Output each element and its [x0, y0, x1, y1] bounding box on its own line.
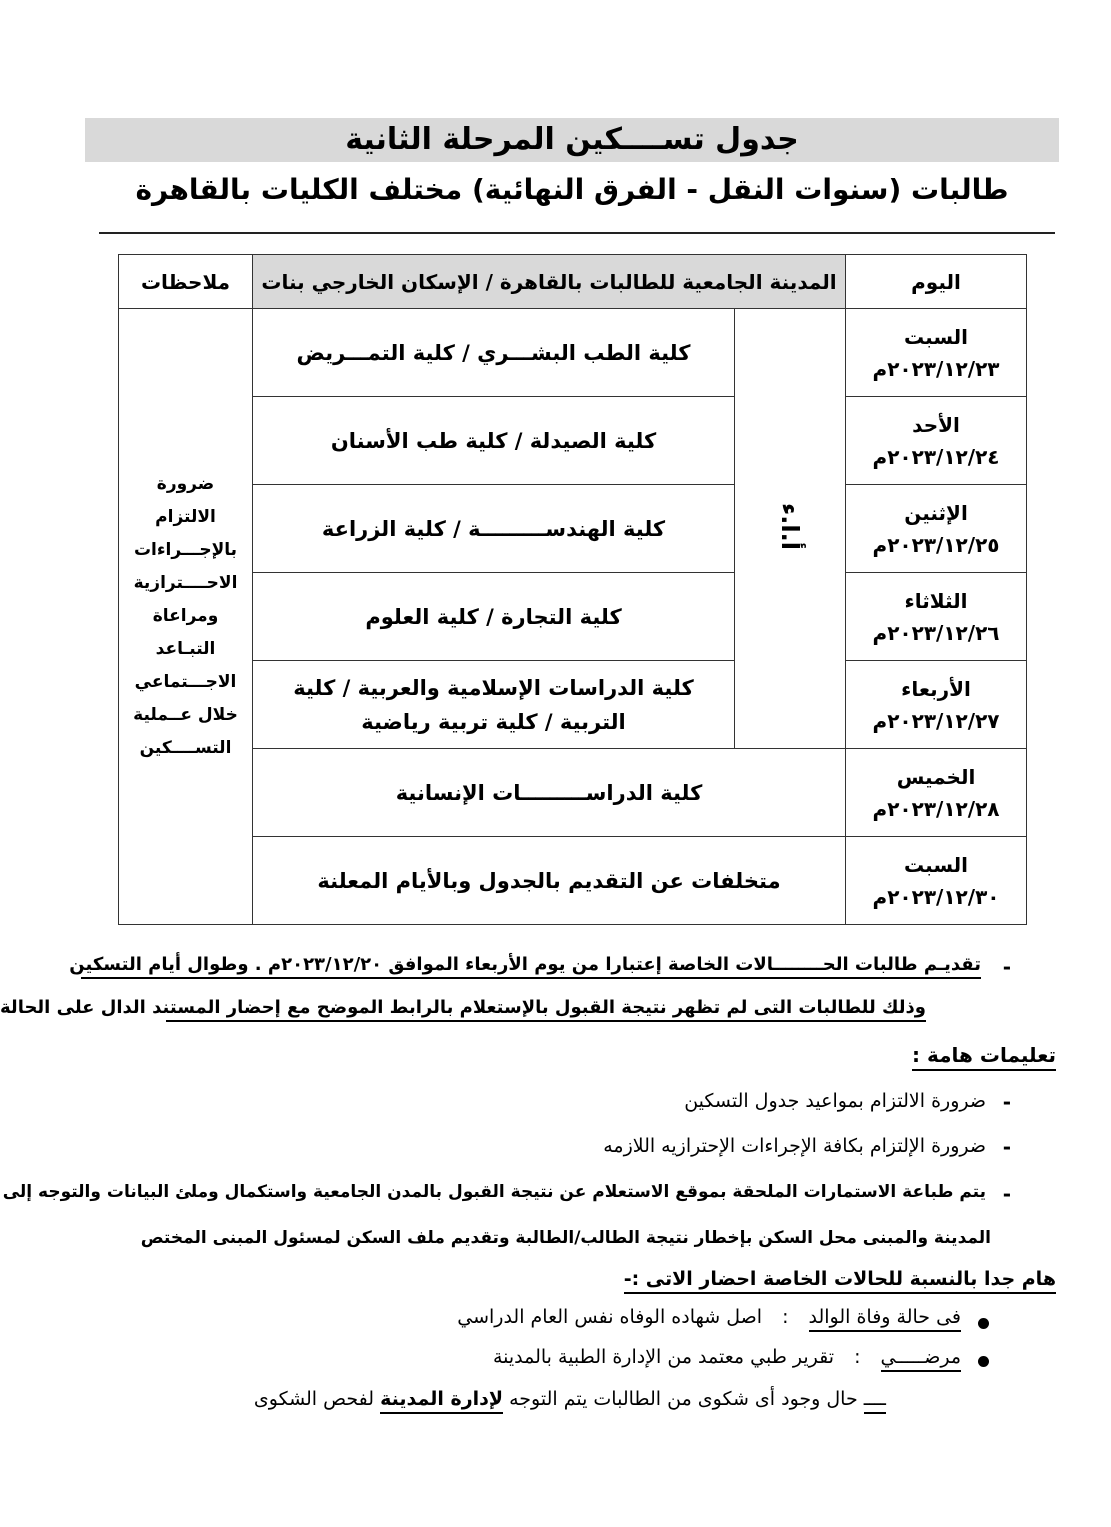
notes-line: الاجـــتماعي — [134, 672, 237, 692]
dash-marker: - — [1002, 1182, 1011, 1206]
instruction-item: يتم طباعة الاستمارات الملحقة بموقع الاستعلام عن نتيجة القبول بالمدن الجامعية واستكمال وملئ البيانات والتوجه إلى — [2, 1182, 986, 1202]
case-separator: : — [854, 1346, 861, 1368]
day-name: الإثنين — [904, 500, 968, 525]
page-subtitle: طالبات (سنوات النقل - الفرق النهائية) مختلف الكليات بالقاهرة — [135, 173, 1009, 206]
divider — [99, 232, 1055, 234]
notes-line: الاحــــترازية — [133, 573, 238, 593]
complaint-text: حال وجود أى شكوى من الطالبات يتم التوجه — [509, 1388, 858, 1410]
table-row — [119, 661, 1027, 749]
table-row — [119, 573, 1027, 661]
notes-cell — [119, 309, 253, 925]
college-cell: كلية الدراســـــــــات الإنسانية — [253, 749, 846, 837]
header-notes: ملاحظات — [119, 255, 253, 309]
college-cell: كلية الهندســـــــــة / كلية الزراعة — [253, 485, 735, 573]
complaint-bold: لإدارة المدينة — [380, 1388, 503, 1414]
day-cell — [846, 397, 1027, 485]
important-case — [457, 1306, 961, 1328]
case-label: مرضـــــي — [881, 1346, 961, 1372]
table-row — [119, 309, 1027, 397]
day-name: الأحد — [912, 412, 960, 437]
day-name: الأربعاء — [901, 676, 971, 701]
vertical-label-cell — [735, 309, 846, 749]
dash-marker: - — [1002, 1135, 1011, 1159]
complaint-line — [254, 1388, 886, 1410]
day-date: ٢٠٢٣/١٢/٢٤م — [872, 444, 1000, 469]
day-cell — [846, 749, 1027, 837]
day-date: ٢٠٢٣/١٢/٣٠م — [872, 884, 1000, 909]
day-date: ٢٠٢٣/١٢/٢٦م — [872, 620, 1000, 645]
notes-line: خلال عــملية — [133, 705, 238, 725]
header-day: اليوم — [846, 255, 1027, 309]
table-row — [119, 749, 1027, 837]
day-date: ٢٠٢٣/١٢/٢٧م — [872, 708, 1000, 733]
bullet-icon — [978, 1356, 989, 1367]
instruction-item: ضرورة الالتزام بمواعيد جدول التسكين — [684, 1090, 986, 1112]
day-cell — [846, 661, 1027, 749]
day-cell — [846, 573, 1027, 661]
college-cell: كلية الدراسات الإسلامية والعربية / كلية التربية / كلية تربية رياضية — [253, 661, 735, 749]
instruction-item-continued: المدينة والمبنى محل السكن بإخطار نتيجة الطالب/الطالبة وتقديم ملف السكن لمسئول المبنى المختص — [140, 1228, 991, 1248]
instructions-heading: تعليمات هامة : — [912, 1043, 1056, 1071]
college-cell: كلية الطب البشـــري / كلية التمـــريض — [253, 309, 735, 397]
notes-line: التســــكين — [139, 738, 232, 758]
page-title: جدول تســــكين المرحلة الثانية — [85, 118, 1059, 162]
day-name: السبت — [903, 852, 969, 877]
complaint-end: لفحص الشكوى — [253, 1388, 375, 1410]
notes-line: بالإجـــراءات — [133, 540, 238, 560]
day-cell — [846, 837, 1027, 925]
dash-marker: - — [1002, 955, 1011, 979]
vertical-label: أ.ا.ء — [776, 502, 805, 550]
schedule-table — [118, 254, 1027, 925]
day-date: ٢٠٢٣/١٢/٢٥م — [872, 532, 1000, 557]
table-row — [119, 485, 1027, 573]
day-cell — [846, 309, 1027, 397]
dash-marker: - — [1002, 1090, 1011, 1114]
notes-line: ومراعاة التبـاعد — [152, 606, 219, 659]
day-name: الثلاثاء — [904, 588, 968, 613]
complaint-prefix: ــــ — [864, 1388, 886, 1414]
day-name: السبت — [903, 324, 969, 349]
instruction-item: ضرورة الإلتزام بكافة الإجراءات الإحترازيه اللازمه — [603, 1135, 986, 1157]
case-label: فى حالة وفاة الوالد — [809, 1306, 961, 1332]
college-cell: كلية الصيدلة / كلية طب الأسنان — [253, 397, 735, 485]
special-cases-line-2: وذلك للطالبات التى لم تظهر نتيجة القبول بالإستعلام بالرابط الموضح مع إحضار المستند الدال على الحالة — [166, 997, 926, 1022]
day-date: ٢٠٢٣/١٢/٢٣م — [872, 356, 1000, 381]
case-value: اصل شهاده الوفاه نفس العام الدراسي — [457, 1306, 763, 1328]
day-name: الخميس — [896, 764, 976, 789]
day-cell — [846, 485, 1027, 573]
case-separator: : — [782, 1306, 789, 1328]
table-row — [119, 397, 1027, 485]
table-header-row — [119, 255, 1027, 309]
bullet-icon — [978, 1318, 989, 1329]
day-date: ٢٠٢٣/١٢/٢٨م — [872, 796, 1000, 821]
important-case — [493, 1346, 961, 1368]
header-main: المدينة الجامعية للطالبات بالقاهرة / الإسكان الخارجي بنات — [253, 255, 846, 309]
important-heading: هام جدا بالنسبة للحالات الخاصة احضار الاتى :- — [624, 1268, 1056, 1294]
college-cell: كلية التجارة / كلية العلوم — [253, 573, 735, 661]
special-cases-line-1: تقديـم طالبات الحــــــــالات الخاصة إعتبارا من يوم الأربعاء الموافق ٢٠٢٣/١٢/٢٠م . وطوال أيام التسكين — [81, 954, 981, 979]
notes-line: ضرورة الالتزام — [155, 474, 216, 527]
college-cell: متخلفات عن التقديم بالجدول وبالأيام المعلنة — [253, 837, 846, 925]
case-value: تقرير طبي معتمد من الإدارة الطبية بالمدينة — [492, 1346, 835, 1368]
table-row — [119, 837, 1027, 925]
